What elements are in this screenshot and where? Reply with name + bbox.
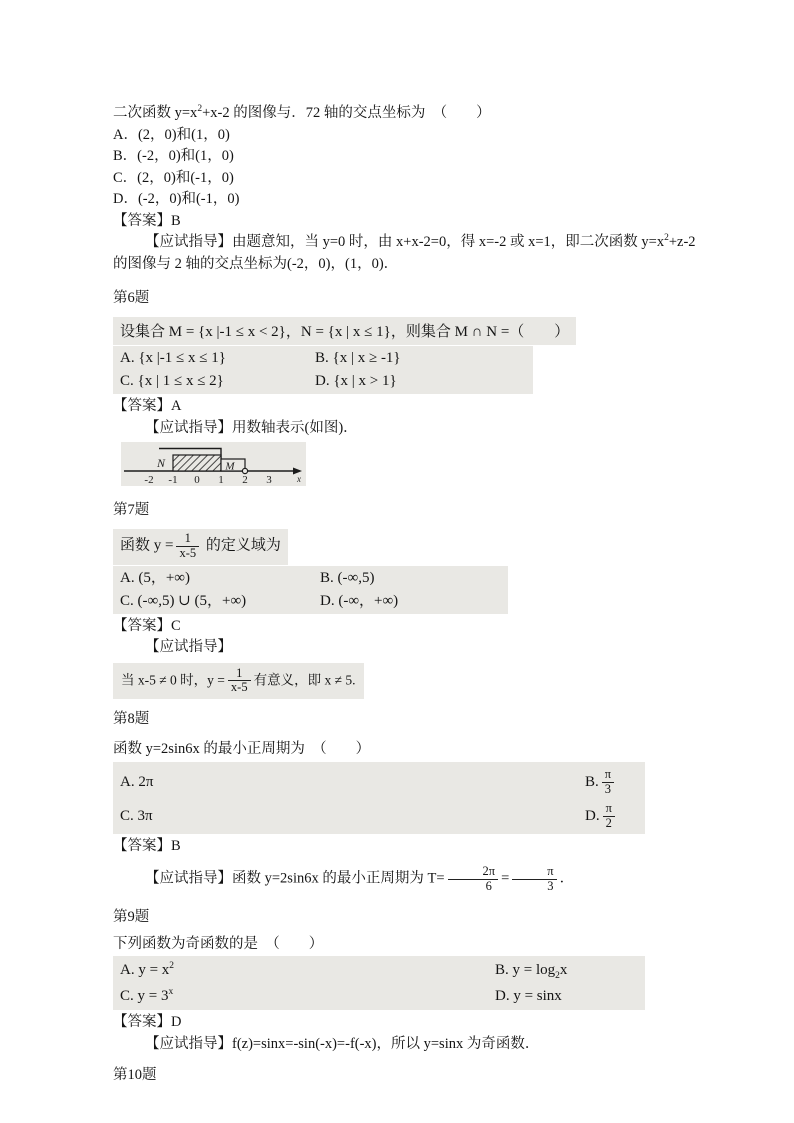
option-d: D. y = sinx <box>495 988 562 1004</box>
question-stem: 函数 y=2sin6x 的最小正周期为 （ ） <box>113 741 371 757</box>
guide-text: ． <box>559 870 575 887</box>
tick-label: -2 <box>144 474 154 486</box>
section-header-q10: 第10题 <box>113 1067 157 1083</box>
option-a: A. (5，+∞) <box>120 569 190 586</box>
fraction-denominator: 3 <box>547 878 554 893</box>
superscript: 2 <box>169 961 175 971</box>
section-header-q9: 第9题 <box>113 908 150 925</box>
formula-text: 有意义，即 <box>253 671 322 687</box>
option-d: D．(-2，0)和(-1，0) <box>113 191 240 207</box>
tick-label: 2 <box>242 474 248 486</box>
option-a <box>120 957 495 983</box>
option-label: B. <box>585 773 599 790</box>
option-b: B. {x | x ≥ -1} <box>315 350 401 366</box>
fraction <box>448 865 499 894</box>
answer-line: 【答案】C <box>113 617 181 634</box>
fraction <box>176 532 199 561</box>
subscript: 2 <box>555 971 560 981</box>
n-label: N <box>156 456 166 470</box>
section-header-q8: 第8题 <box>113 711 150 727</box>
fraction-denominator: x-5 <box>230 680 248 695</box>
formula-text: x ≠ 5. <box>324 671 356 687</box>
option-d: D. (-∞，+∞) <box>320 592 399 609</box>
fraction-numerator: π <box>602 768 614 783</box>
fraction-denominator: 3 <box>604 782 612 796</box>
question-stem <box>113 529 288 565</box>
answer-line: 【答案】D <box>113 1014 182 1030</box>
guide-line: 【应试指导】f(z)=sinx=-sin(-x)=-f(-x)，所以 y=sinx 为奇函数． <box>145 1035 540 1052</box>
stem-text: +x-2 的图像与．72 轴的交点坐标为 （ ） <box>202 105 491 121</box>
intersection-hatched-region <box>173 455 221 471</box>
guide-formula <box>113 663 364 700</box>
option-c: C. 3π <box>120 807 153 824</box>
fraction <box>228 667 251 696</box>
option-text: A. y = x <box>120 962 170 978</box>
options-grid <box>113 346 533 394</box>
option-text: C. y = 3 <box>120 988 169 1004</box>
fraction-numerator: 1 <box>228 667 251 682</box>
tick-label: -1 <box>168 474 178 486</box>
fraction <box>602 768 614 797</box>
section-header-q7: 第7题 <box>113 502 150 518</box>
option-b: B. (-∞,5) <box>320 569 375 586</box>
option-c: C. (-∞,5) ∪ (5，+∞) <box>120 592 247 609</box>
option-text: B. y = log <box>495 962 556 978</box>
question-stem: 设集合 M = {x |-1 ≤ x < 2}，N = {x | x ≤ 1}，则集合 M ∩ N =（ ） <box>113 317 576 345</box>
open-endpoint-circle <box>242 468 247 473</box>
stem-text: 函数 y = <box>120 537 174 554</box>
guide-line: 的图像与 2 轴的交点坐标为(-2，0)，(1，0)． <box>113 255 399 272</box>
guide-line <box>113 865 698 894</box>
fraction-numerator: 2π <box>448 865 499 880</box>
guide-line <box>113 232 698 254</box>
document-content <box>113 103 698 1085</box>
tick-label: 3 <box>266 474 272 486</box>
answer-line: 【答案】B <box>113 212 181 229</box>
fraction-numerator: π <box>603 802 615 817</box>
fraction-denominator: 6 <box>485 878 492 893</box>
axis-label: x <box>297 474 301 484</box>
option-c <box>120 983 495 1009</box>
option-d <box>585 799 638 833</box>
fraction-denominator: 2 <box>605 816 612 830</box>
tick-label: 0 <box>194 474 200 486</box>
guide-text: = <box>501 870 510 887</box>
stem-text: 的定义域为 <box>205 537 281 554</box>
options-grid <box>113 956 645 1010</box>
formula-text: 当 x-5 ≠ 0 时，y = <box>121 671 225 687</box>
option-c: C．(2，0)和(-1，0) <box>113 169 234 186</box>
options-grid <box>113 566 508 614</box>
question-stem <box>113 103 698 125</box>
option-b <box>495 957 638 983</box>
fraction-numerator: π <box>512 865 556 880</box>
answer-line: 【答案】A <box>113 398 182 414</box>
option-b <box>585 765 638 799</box>
tick-label: 1 <box>218 474 224 486</box>
superscript: x <box>168 987 174 997</box>
fraction-denominator: x-5 <box>179 545 197 560</box>
superscript: 2 <box>197 104 203 115</box>
fraction <box>512 865 556 894</box>
superscript: 2 <box>664 233 669 244</box>
options-grid <box>113 762 645 834</box>
option-a: A. 2π <box>120 773 154 790</box>
number-line-figure <box>121 442 698 491</box>
stem-text: 二次函数 y=x <box>113 105 198 121</box>
guide-text: 【应试指导】函数 y=2sin6x 的最小正周期为 T= <box>145 870 445 887</box>
option-a: A. {x |-1 ≤ x ≤ 1} <box>120 350 226 366</box>
guide-line: 【应试指导】用数轴表示(如图)． <box>145 419 358 436</box>
number-line-svg <box>121 442 306 486</box>
fraction <box>603 802 615 831</box>
option-d: D. {x | x > 1} <box>315 373 397 389</box>
guide-text: 【应试指导】由题意知，当 y=0 时，由 x+x-2=0，得 x=-2 或 x=1，即二次函数 y=x <box>145 234 665 250</box>
option-text: x <box>559 962 568 978</box>
option-b: B．(-2，0)和(1，0) <box>113 148 234 164</box>
guide-text: +z-2 <box>668 234 696 250</box>
fraction-numerator: 1 <box>176 532 199 547</box>
question-stem: 下列函数为奇函数的是 （ ） <box>113 935 324 952</box>
option-a: A．(2，0)和(1，0) <box>113 126 230 143</box>
option-c: C. {x | 1 ≤ x ≤ 2} <box>120 373 224 389</box>
answer-line: 【答案】B <box>113 837 181 854</box>
m-label: M <box>225 460 235 473</box>
guide-line: 【应试指导】 <box>145 639 232 655</box>
option-label: D. <box>585 807 600 824</box>
section-header-q6: 第6题 <box>113 290 150 306</box>
